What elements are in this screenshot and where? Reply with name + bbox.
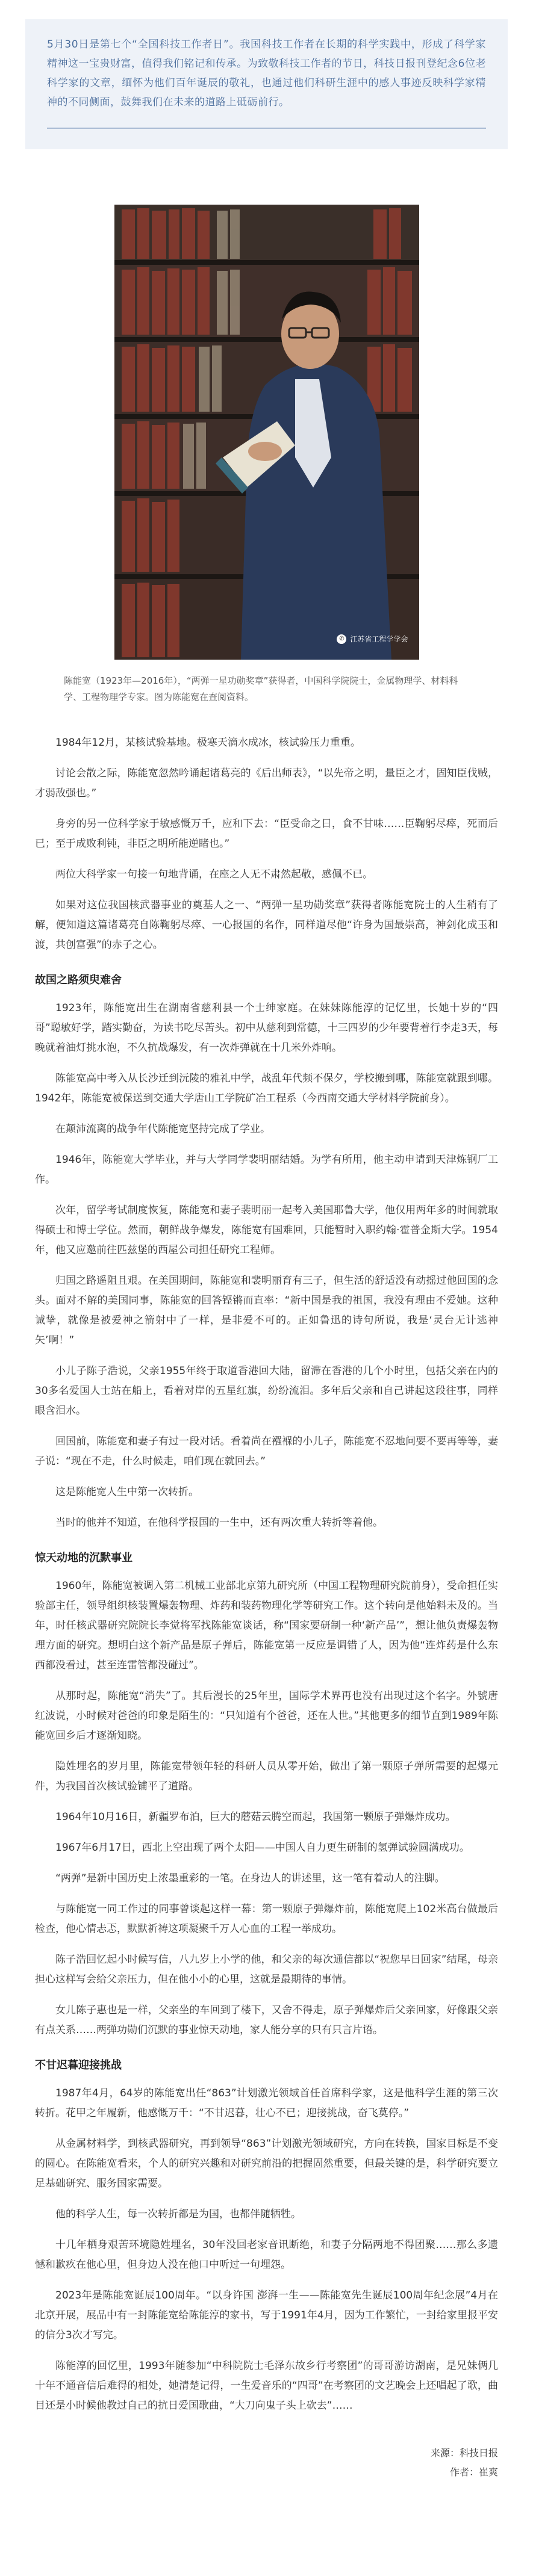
article-paragraph: 回国前，陈能宽和妻子有过一段对话。看着尚在襁褓的小儿子，陈能宽不忍地问要不要再等等，妻子说：“现在不走，什么时候走，咱们现在就回去。” bbox=[35, 1435, 498, 1467]
article-footer bbox=[35, 2444, 498, 2482]
author-line: 作者：崔爽 bbox=[449, 2466, 498, 2478]
portrait-photo bbox=[114, 205, 419, 660]
article-paragraph: 小儿子陈子浩说，父亲1955年终于取道香港回大陆，留滞在香港的几个小时里，包括父亲在内的30多名爱国人士站在船上，看着对岸的五星红旗，纷纷流泪。多年后父亲和自己讲起这段往事，同样眼含泪水。 bbox=[35, 1365, 498, 1417]
article-paragraph: 2023年是陈能宽诞辰100周年。“以身许国 澎湃一生——陈能宽先生诞辰100周年纪念展”4月在北京开展，展品中有一封陈能宽给陈能淳的家书，写于1991年4月，因为工作繁忙，一封给家里报平安的信分3次才写完。 bbox=[35, 2290, 498, 2341]
source-line: 来源：科技日报 bbox=[430, 2447, 498, 2459]
photo-caption: 陈能宽（1923年—2016年），“两弹一星功勋奖章”获得者，中国科学院院士，金属物理学、材料科学、工程物理学专家。图为陈能宽在查阅资料。 bbox=[64, 675, 458, 702]
article-paragraph: 讨论会散之际，陈能宽忽然吟诵起诸葛亮的《后出师表》，“以先帝之明，量臣之才，固知臣伐贼，才弱敌强也。” bbox=[35, 767, 498, 799]
article-paragraph: 1984年12月，某核试验基地。极寒天滴水成冰，核试验压力重重。 bbox=[55, 737, 361, 749]
article-paragraph: 陈能淳的回忆里，1993年随参加“中科院院士毛泽东故乡行考察团”的哥哥游访湖南，是兄妹俩几十年不通音信后难得的相处，她清楚记得，一生爱音乐的“四哥”在考察团的文艺晚会上还唱起了歌，曲目还是小时候他教过自己的抗日爱国歌曲，“大刀向鬼子头上砍去”…… bbox=[35, 2360, 498, 2412]
section-heading: 不甘迟暮迎接挑战 bbox=[35, 2059, 122, 2072]
article-paragraph: 从金属材料学，到核武器研究，再到领导“863”计划激光领域研究，方向在转换，国家目标是不变的圆心。在陈能宽看来，个人的研究兴趣和对研究前沿的把握固然重要，但最关键的是，科学研究要立足基础研究、服务国家需要。 bbox=[35, 2138, 498, 2190]
article-paragraph: 他的科学人生，每一次转折都是为国，也都伴随牺牲。 bbox=[55, 2208, 301, 2220]
article-paragraph: 当时的他并不知道，在他科学报国的一生中，还有两次重大转折等着他。 bbox=[55, 1517, 383, 1529]
article-paragraph: 陈能宽高中考入从长沙迁到沅陵的雅礼中学，战乱年代频不保夕，学校搬到哪，陈能宽就跟到哪。1942年，陈能宽被保送到交通大学唐山工学院矿冶工程系（今西南交通大学材料学院前身）。 bbox=[35, 1073, 498, 1104]
article-paragraph: 隐姓埋名的岁月里，陈能宽带领年轻的科研人员从零开始，做出了第一颗原子弹所需要的起爆元件，为我国首次核试验铺平了道路。 bbox=[35, 1760, 498, 1792]
article-paragraph: 身旁的另一位科学家于敏感慨万千，应和下去：“臣受命之日，食不甘味……臣鞠躬尽瘁，死而后已；至于成败利钝，非臣之明所能逆睹也。” bbox=[35, 818, 498, 850]
article-paragraph: 与陈能宽一同工作过的同事曾谈起这样一幕：第一颗原子弹爆炸前，陈能宽爬上102米高台做最后检查，他心情忐忑，默默祈祷这项凝聚千万人心血的工程一举成功。 bbox=[35, 1903, 498, 1935]
intro-text: 5月30日是第七个“全国科技工作者日”。我国科技工作者在长期的科学实践中，形成了科学家精神这一宝贵财富，值得我们铭记和传承。为致敬科技工作者的节日，科技日报刊登纪念6位老科学家的文章，缅怀为他们百年诞辰的敬礼，也通过他们科研生涯中的感人事迹反映科学家精神的不同侧面，鼓舞我们在未来的道路上砥砺前行。 bbox=[47, 39, 486, 108]
article-paragraph: 1960年，陈能宽被调入第二机械工业部北京第九研究所（中国工程物理研究院前身），受命担任实验部主任，领导组织核装置爆轰物理、炸药和装药物理化学等研究工作。这个转向是他始料未及的。当年，时任核武器研究院院长李觉将军找陈能宽谈话，称“国家要研制一种‘新产品’”，想让他负责爆轰物理方面的研究。想明白这个新产品是原子弹后，陈能宽第一反应是调错了人，因为他“连炸药是什么东西都没看过，甚至连雷管都没碰过”。 bbox=[35, 1580, 498, 1671]
portrait-illustration bbox=[114, 205, 419, 660]
article-paragraph: 1946年，陈能宽大学毕业，并与大学同学裴明丽结婚。为学有所用，他主动申请到天津炼钢厂工作。 bbox=[35, 1154, 498, 1186]
article-paragraph: 如果对这位我国核武器事业的奠基人之一、“两弹一星功勋奖章”获得者陈能宽院士的人生稍有了解，便知道这篇诸葛亮自陈鞠躬尽瘁、一心报国的名作，同样道尽他“许身为国最崇高，神剑化成玉和渡，共创富强”的赤子之心。 bbox=[35, 899, 498, 951]
watermark-text: 江苏省工程学学会 bbox=[350, 635, 408, 643]
article-body bbox=[35, 733, 498, 2416]
article-paragraph: 女儿陈子惠也是一样，父亲坐的车回到了楼下，又舍不得走，原子弹爆炸后父亲回家，好像跟父亲有点关系……两弹功勋们沉默的事业惊天动地，家人能分享的只有只言片语。 bbox=[35, 2004, 498, 2036]
section-heading: 故国之路须臾难舍 bbox=[35, 974, 122, 986]
article-paragraph: 十几年栖身艰苦环境隐姓埋名，30年没回老家音讯断绝，和妻子分隔两地不得团聚……那么多遗憾和歉疚在他心里，但身边人没在他口中听过一句埋怨。 bbox=[35, 2239, 498, 2271]
intro-banner bbox=[25, 19, 508, 149]
article-paragraph: 在颠沛流离的战争年代陈能宽坚持完成了学业。 bbox=[55, 1123, 270, 1135]
article-paragraph: 陈子浩回忆起小时候写信，八九岁上小学的他，和父亲的每次通信都以“祝您早日回家”结尾，母亲担心这样写会给父亲压力，但在他小小的心里，这就是最期待的事情。 bbox=[35, 1954, 498, 1986]
article-paragraph: 这是陈能宽人生中第一次转折。 bbox=[55, 1486, 199, 1498]
article-page bbox=[0, 19, 533, 2482]
article-paragraph: 次年，留学考试制度恢复，陈能宽和妻子裴明丽一起考入美国耶鲁大学，他仅用两年多的时间就取得硕士和博士学位。然而，朝鲜战争爆发，陈能宽有国难回，只能暂时入职约翰·霍普金斯大学。1954年，他又应邀前往匹兹堡的西屋公司担任研究工程师。 bbox=[35, 1204, 498, 1256]
article-paragraph: 从那时起，陈能宽“消失”了。其后漫长的25年里，国际学术界再也没有出现过这个名字。外號唐红波说，小时候对爸爸的印象是陌生的：“只知道有个爸爸，还在人世。”其他更多的细节直到1989年陈能宽回乡后才逐渐知晓。 bbox=[35, 1690, 498, 1742]
article-paragraph: 两位大科学家一句接一句地背诵，在座之人无不肃然起敬，感佩不已。 bbox=[55, 868, 373, 881]
article-paragraph: 归国之路遥阻且艰。在美国期间，陈能宽和裴明丽育有三子，但生活的舒适没有动摇过他回国的念头。面对不解的美国同事，陈能宽的回答铿锵而直率：“新中国是我的祖国，我没有理由不爱她。这种诚挚，就像是被爱神之箭射中了一样，是非爱不可的。正如鲁迅的诗句所说，我是‘灵台无计逃神矢’啊！” bbox=[35, 1275, 498, 1346]
wechat-icon: ✆ bbox=[337, 634, 346, 644]
intro-divider bbox=[47, 128, 486, 129]
article-paragraph: 1964年10月16日，新疆罗布泊，巨大的蘑菇云腾空而起，我国第一颗原子弹爆炸成功。 bbox=[55, 1811, 456, 1823]
article-paragraph: 1923年，陈能宽出生在湖南省慈利县一个士绅家庭。在妹妹陈能淳的记忆里，长她十岁的“四哥”聪敏好学，踏实勤奋，为读书吃尽苦头。初中从慈利到常德，十三四岁的少年要背着行李走3天，每晚就着油灯挑水泡，不久抗战爆发，有一次炸弹就在十几米外炸响。 bbox=[35, 1002, 498, 1054]
article-paragraph: 1987年4月，64岁的陈能宽出任“863”计划激光领域首任首席科学家，这是他科学生涯的第三次转折。花甲之年履新，他感慨万千：“不甘迟暮，壮心不已；迎接挑战，奋飞莫停。” bbox=[35, 2087, 498, 2119]
article-paragraph: “两弹”是新中国历史上浓墨重彩的一笔。在身边人的讲述里，这一笔有着动人的注脚。 bbox=[55, 1872, 445, 1884]
article-paragraph: 1967年6月17日，西北上空出现了两个太阳——中国人自力更生研制的氢弹试验圆满成功。 bbox=[55, 1842, 470, 1854]
photo-watermark bbox=[337, 634, 408, 644]
section-heading: 惊天动地的沉默事业 bbox=[35, 1552, 132, 1564]
